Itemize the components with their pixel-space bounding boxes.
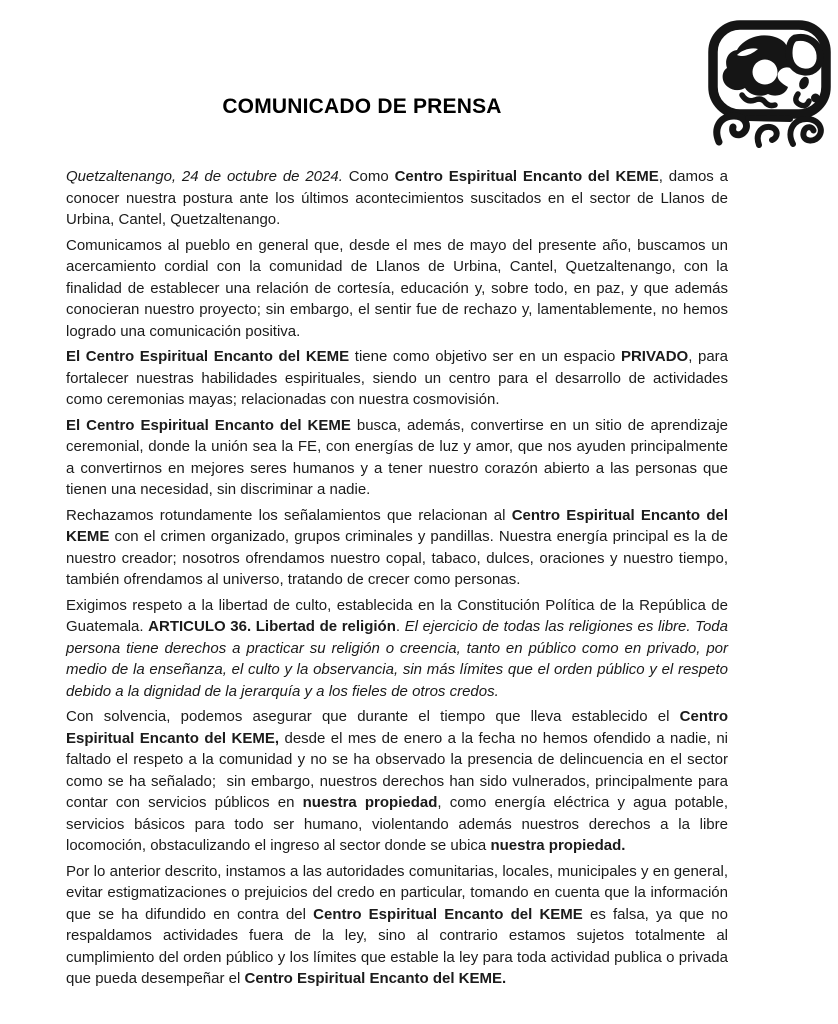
text-run: Rechazamos rotundamente los señalamientos que relacionan al — [66, 506, 512, 524]
freedom-of-religion-paragraph — [66, 595, 728, 703]
ceremonial-site-paragraph — [66, 415, 728, 501]
text-run: El ejercicio de todas las religiones es libre. Toda persona tiene derechos a practicar su religión o creencia, tanto en público como en privado, por medio de la enseñanza, el culto y la observancia, sin más límites que el orden público y el respeto debido a la dignidad de la jerarquía y a los fieles de otros credos. — [66, 618, 728, 700]
text-run: , para fortalecer nuestras habilidades espirituales, siendo un centro para el desarrollo de actividades como ceremonias mayas; relacionadas con nuestra cosmovisión. — [66, 348, 729, 408]
text-run: PRIVADO — [620, 348, 689, 365]
text-run: Centro Espiritual Encanto del KEME. — [244, 970, 507, 987]
text-run: Quetzaltenango, 24 de octubre de 2024. — [66, 168, 343, 185]
keme-glyph-logo — [700, 18, 835, 150]
text-run: , como energía eléctrica y agua potable, servicios básicos para todo ser humano, violentando además nuestros derechos a la libre locomoción, obstaculizando el ingreso al sector donde se ubica — [66, 794, 728, 854]
text-run: Comunicamos al pueblo en general que, desde el mes de mayo del presente año, buscamos un acercamiento cordial con la comunidad de Llanos de Urbina, Cantel, Quetzaltenango, con la finalidad de establecer una relación de cortesía, educación y, sobre todo, en paz, y que además conocieran nuestro proyecto; sin embargo, el sentir fue de rechazo y, lamentablemente, no hemos logrado una comunicación positiva. — [66, 236, 728, 340]
appeal-to-authorities-paragraph — [66, 861, 728, 990]
text-run: Exigimos respeto a la libertad de culto, establecida en la Constitución Política de la República de Guatemala. — [66, 596, 728, 635]
document-title: COMUNICADO DE PRENSA — [222, 95, 502, 118]
objective-paragraph — [66, 346, 728, 411]
text-run: desde el mes de enero a la fecha no hemos ofendido a nadie, ni faltado el respeto a la comunidad y no se ha observado la presencia de delincuencia en el sector como se ha señalado; sin embargo, nuestros derechos han sido vulnerados, principalmente para contar con servicios públicos en — [66, 729, 728, 811]
rejection-paragraph — [66, 505, 728, 591]
text-run: nuestra propiedad. — [490, 837, 626, 854]
text-run: ARTICULO 36. Libertad de religión — [148, 618, 396, 635]
text-run: Centro Espiritual Encanto del KEME — [394, 168, 659, 185]
document-body — [66, 166, 728, 994]
communication-paragraph — [66, 235, 728, 343]
text-run: Por lo anterior descrito, instamos a las autoridades comunitarias, locales, municipales y en general, evitar estigmatizaciones o prejuicios del credo en particular, tomando en cuenta que la información que se ha difundido en contra del — [66, 862, 728, 923]
text-run: Como — [342, 168, 395, 185]
rights-violated-paragraph — [66, 706, 728, 857]
text-run: Centro Espiritual Encanto del KEME — [313, 905, 583, 923]
dateline-paragraph — [66, 166, 728, 231]
text-run: es falsa, ya que no respaldamos actividades fuera de la ley, sino al contrario estamos sujetos totalmente al cumplimiento del orden público y los límites que estable la ley para toda actividad publica o privada que pueda desempeñar el — [66, 905, 728, 987]
text-run: Con solvencia, podemos asegurar que durante el tiempo que lleva establecido el — [66, 708, 680, 725]
text-run: con el crimen organizado, grupos criminales y pandillas. Nuestra energía principal es la de nuestro creador; nosotros ofrendamos nuestro copal, tabaco, dulces, oraciones y nuestro tiempo, también ofrendamos al universo, tratando de crecer como personas. — [66, 528, 728, 588]
text-run: nuestra propiedad — [302, 794, 438, 811]
text-run: , damos a conocer nuestra postura ante los últimos acontecimientos suscitados en el sector de Llanos de Urbina, Cantel, Quetzaltenango. — [66, 168, 728, 228]
text-run: Centro Espiritual Encanto del KEME — [66, 506, 728, 545]
text-run: El Centro Espiritual Encanto del KEME — [66, 348, 350, 365]
mayan-skull-glyph-icon — [700, 18, 835, 150]
text-run: Centro Espiritual Encanto del KEME, — [66, 708, 728, 747]
text-run: El Centro Espiritual Encanto del KEME — [66, 416, 351, 434]
text-run: . — [395, 618, 405, 635]
text-run: tiene como objetivo ser en un espacio — [349, 348, 621, 365]
text-run: busca, además, convertirse en un sitio de aprendizaje ceremonial, donde la unión sea la FE, con energías de luz y amor, que nos ayuden principalmente a convertirnos en mejores seres humanos y a tener nuestro corazón abierto a las personas que tienen una necesidad, sin discriminar a nadie. — [66, 416, 729, 498]
